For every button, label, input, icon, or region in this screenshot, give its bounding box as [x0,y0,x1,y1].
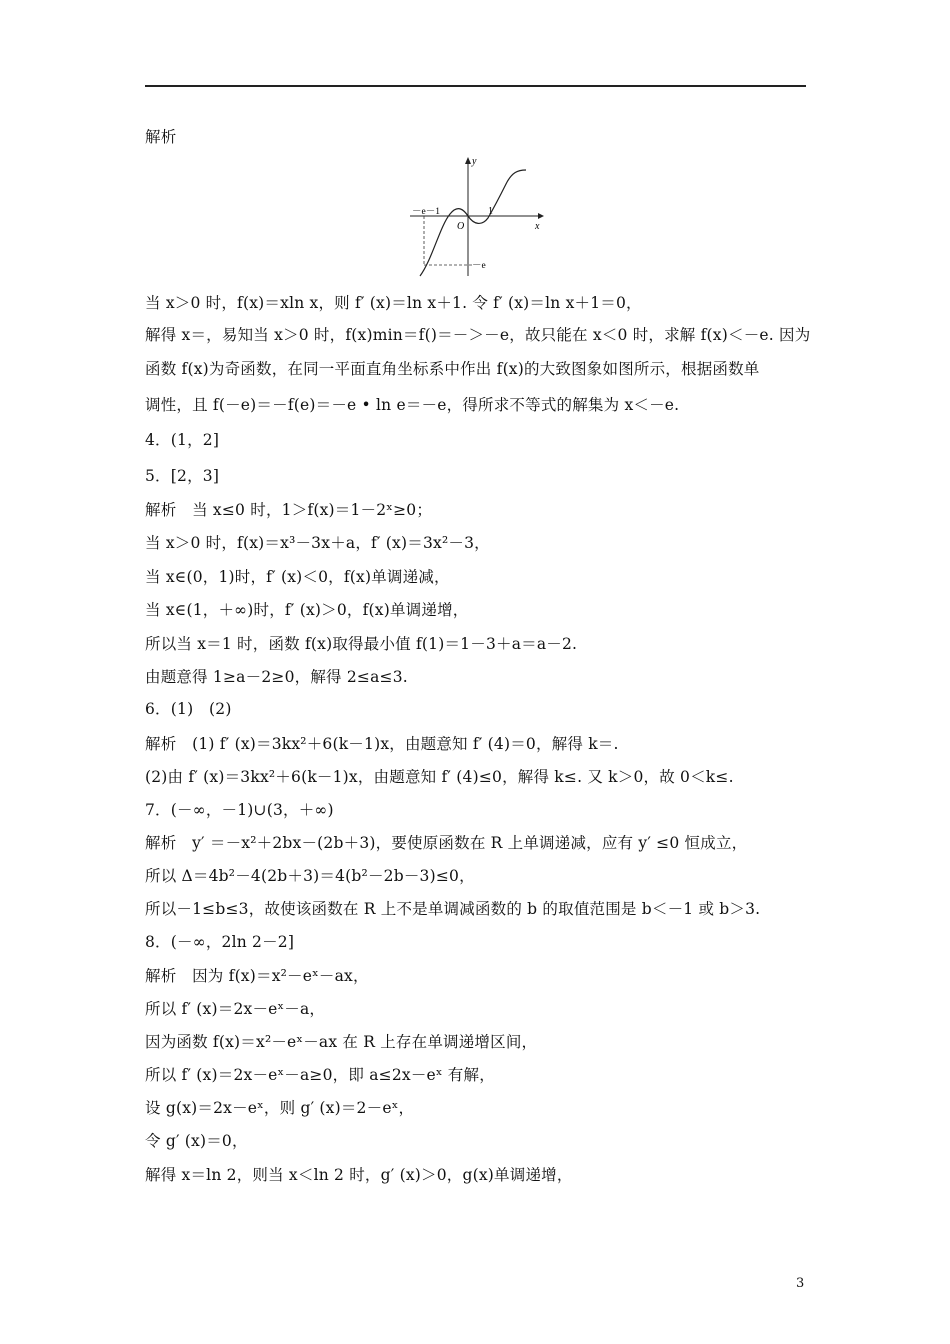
text-line: 由题意得 1≥a－2≥0，解得 2≤a≤3. [145,668,408,686]
text-line: 8．(－∞，2ln 2－2] [145,933,295,951]
x-axis-label: x [535,221,540,232]
text-line: 所以 Δ＝4b²－4(2b＋3)＝4(b²－2b－3)≤0， [145,867,475,885]
text-line: 解析 因为 f(x)＝x²－eˣ－ax， [145,967,369,985]
text-line: 所以 f′ (x)＝2x－eˣ－a≥0，即 a≤2x－eˣ 有解， [145,1066,495,1084]
text-line: 当 x∈(0，1)时，f′ (x)＜0，f(x)单调递减， [145,568,450,586]
text-line: 设 g(x)＝2x－eˣ，则 g′ (x)＝2－eˣ， [145,1099,415,1117]
neg-e-label: －e [472,261,486,271]
page-number: 3 [796,1276,805,1291]
neg-e-minus-1-label: －e－1 [412,207,440,217]
header-rule [145,85,806,87]
text-line: 当 x∈(1，＋∞)时，f′ (x)＞0，f(x)单调递增， [145,601,469,619]
text-line: 当 x＞0 时，f(x)＝xln x，则 f′ (x)＝ln x＋1. 令 f′ (x)＝ln x＋1＝0， [145,294,642,312]
text-line: 函数 f(x)为奇函数，在同一平面直角坐标系中作出 f(x)的大致图象如图所示，根据函数单 [145,360,760,378]
text-line: 所以 f′ (x)＝2x－eˣ－a， [145,1000,326,1018]
text-line: 因为函数 f(x)＝x²－eˣ－ax 在 R 上存在单调递增区间， [145,1033,538,1051]
text-line: 解析 y′ ＝－x²＋2bx－(2b＋3)，要使原函数在 R 上单调递减，应有 y′ ≤0 恒成立， [145,834,748,852]
text-line: (2)由 f′ (x)＝3kx²＋6(k－1)x，由题意知 f′ (4)≤0，解得 k≤. 又 k＞0，故 0＜k≤. [145,768,734,786]
text-line: 解得 x＝，易知当 x＞0 时，f(x)min＝f()＝－＞－e，故只能在 x＜0 时，求解 f(x)＜－e. 因为 [145,326,811,344]
one-label: 1 [488,206,493,217]
text-line: 7．(－∞，－1)∪(3，＋∞) [145,801,334,819]
text-line: 调性，且 f(－e)＝－f(e)＝－e • ln e＝－e，得所求不等式的解集为 x＜－e. [145,396,680,414]
function-graph [402,152,550,280]
text-line: 当 x＞0 时，f(x)＝x³－3x＋a，f′ (x)＝3x²－3， [145,534,490,552]
text-line: 4．(1，2] [145,431,220,449]
text-line: 所以当 x＝1 时，函数 f(x)取得最小值 f(1)＝1－3＋a＝a－2. [145,635,578,653]
text-line: 6．(1) (2) [145,700,232,718]
y-axis-label: y [472,156,477,167]
text-line: 5．[2，3] [145,467,220,485]
text-line: 令 g′ (x)＝0， [145,1132,248,1150]
x-axis-arrow [538,213,544,219]
origin-label: O [457,221,465,232]
text-line: 所以－1≤b≤3，故使该函数在 R 上不是单调减函数的 b 的取值范围是 b＜－1 或 b＞3. [145,900,761,918]
text-line: 解析 (1) f′ (x)＝3kx²＋6(k－1)x，由题意知 f′ (4)＝0，解得 k＝. [145,735,619,753]
text-line: 解得 x＝ln 2，则当 x＜ln 2 时，g′ (x)＞0，g(x)单调递增， [145,1166,573,1184]
text-line: 解析 当 x≤0 时，1＞f(x)＝1－2ˣ≥0； [145,501,433,519]
text-line: 解析 [145,128,177,146]
y-axis-arrow [465,157,471,164]
